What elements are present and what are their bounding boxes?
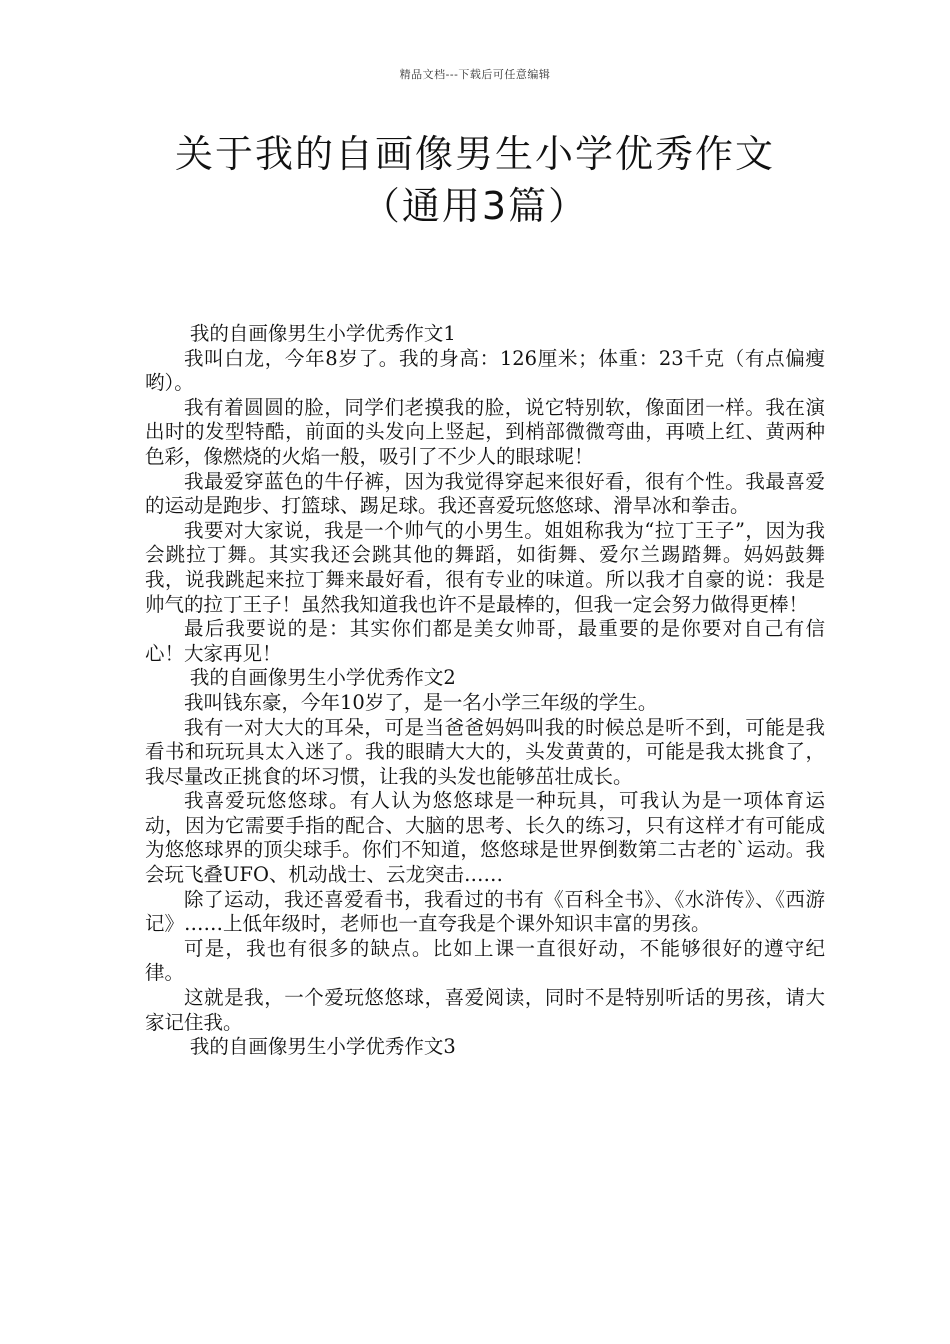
paragraph: 我最爱穿蓝色的牛仔裤，因为我觉得穿起来很好看，很有个性。我最喜爱的运动是跑步、打篮球、踢足球。我还喜爱玩悠悠球、滑旱冰和拳击。 <box>145 469 825 518</box>
paragraph: 我叫钱东豪，今年10岁了，是一名小学三年级的学生。 <box>184 690 658 714</box>
paragraph: 我要对大家说，我是一个帅气的小男生。姐姐称我为“拉丁王子”，因为我会跳拉丁舞。其实我还会跳其他的舞蹈，如街舞、爱尔兰踢踏舞。妈妈鼓舞我，说我跳起来拉丁舞来最好看，很有专业的味道。所以我才自豪的说：我是帅气的拉丁王子！虽然我知道我也许不是最棒的，但我一定会努力做得更棒！ <box>145 518 825 616</box>
paragraph: 这就是我，一个爱玩悠悠球，喜爱阅读，同时不是特别听话的男孩，请大家记住我。 <box>145 986 825 1034</box>
page-header: 精品文档---下载后可任意编辑 <box>399 68 551 81</box>
paragraph: 我有一对大大的耳朵，可是当爸爸妈妈叫我的时候总是听不到，可能是我看书和玩玩具太入迷了。我的眼睛大大的，头发黄黄的，可能是我太挑食了，我尽量改正挑食的坏习惯，让我的头发也能够茁壮成长。 <box>145 715 825 788</box>
paragraph: 我喜爱玩悠悠球。有人认为悠悠球是一种玩具，可我认为是一项体育运动，因为它需要手指的配合、大脑的思考、长久的练习，只有这样才有可能成为悠悠球界的顶尖球手。你们不知道，悠悠球是世界倒数第二古老的`运动。我会玩飞叠UFO、机动战士、云龙突击…… <box>145 789 825 887</box>
paragraph: 我叫白龙，今年8岁了。我的身高：126厘米；体重：23千克（有点偏瘦哟）。 <box>145 346 825 395</box>
paragraph: 我有着圆圆的脸，同学们老摸我的脸，说它特别软，像面团一样。我在演出时的发型特酷，前面的头发向上竖起，到梢部微微弯曲，再喷上红、黄两种色彩，像燃烧的火焰一般，吸引了不少人的眼球呢！ <box>145 395 825 468</box>
paragraph: 可是，我也有很多的缺点。比如上课一直很好动，不能够很好的遵守纪律。 <box>145 936 825 985</box>
paragraph: 除了运动，我还喜爱看书，我看过的书有《百科全书》、《水浒传》、《西游记》……上低年级时，老师也一直夸我是个课外知识丰富的男孩。 <box>145 887 825 936</box>
section-heading: 我的自画像男生小学优秀作文2 <box>189 666 456 690</box>
paragraph: 最后我要说的是：其实你们都是美女帅哥，最重要的是你要对自己有信心！大家再见！ <box>145 617 825 665</box>
document-title: 关于我的自画像男生小学优秀作文（通用3篇） <box>174 132 775 228</box>
article-body <box>145 322 825 1060</box>
section-heading: 我的自画像男生小学优秀作文3 <box>189 1035 456 1059</box>
section-heading: 我的自画像男生小学优秀作文1 <box>189 322 456 345</box>
